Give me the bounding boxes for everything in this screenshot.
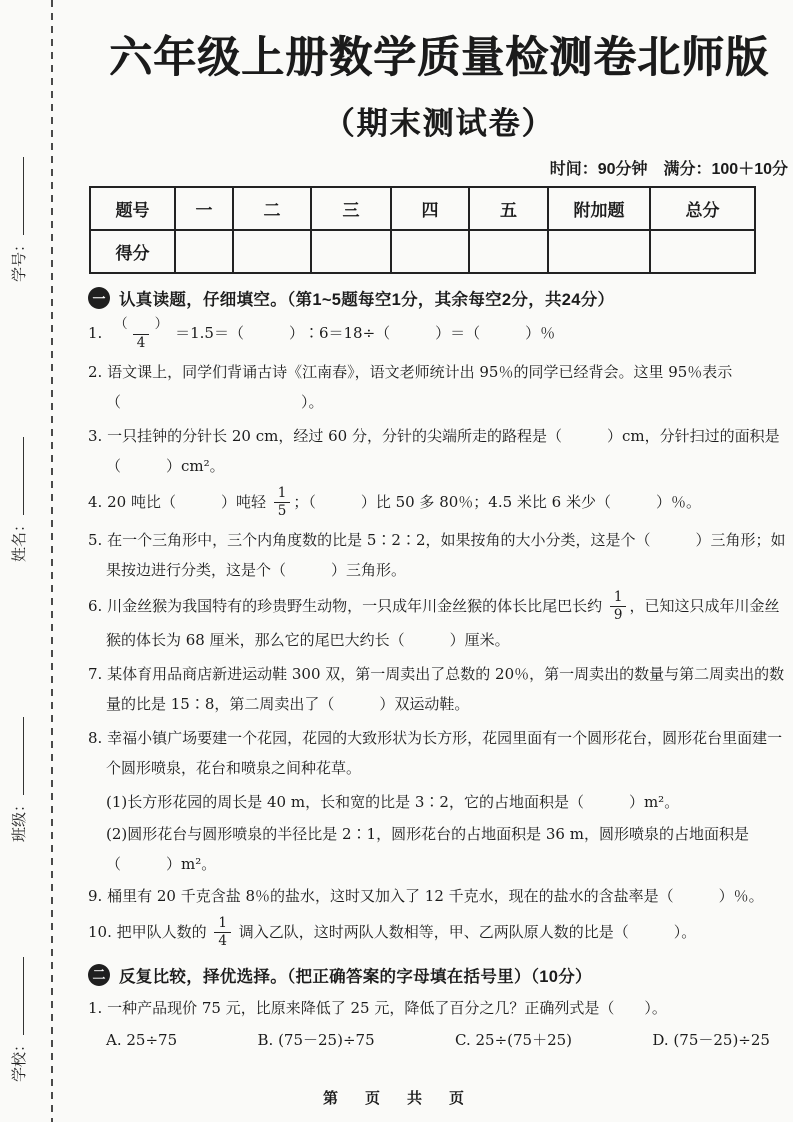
section-header bbox=[88, 286, 790, 310]
score-table-empty-cell bbox=[469, 230, 548, 273]
score-table-header-cell: 总分 bbox=[650, 187, 755, 230]
section-number-icon: 二 bbox=[88, 964, 110, 986]
fraction bbox=[110, 316, 172, 352]
question-block: 6. 川金丝猴为我国特有的珍贵野生动物，一只成年川金丝猴的体长比尾巴长约 $\frac{1}{9}$ ，已知这只成年川金丝猴的体长为 68 厘米，那么它的尾巴大约长（ ）厘米。 bbox=[88, 588, 780, 649]
question-block: 10. 把甲队人数的 $\frac{1}{4}$ 调入乙队，这时两队人数相等，甲、乙两队原人数的比是（ ）。 bbox=[88, 914, 697, 950]
exam-info: 时间：90分钟 满分：100＋10分 bbox=[549, 161, 788, 179]
score-table-header-cell: 三 bbox=[311, 187, 391, 230]
page-subtitle: （期末测试卷） bbox=[323, 106, 555, 142]
score-table-empty-cell bbox=[311, 230, 391, 273]
fraction-numerator: 1 bbox=[218, 914, 227, 931]
margin-writing-line bbox=[9, 717, 24, 795]
question-block: 5. 在一个三角形中，三个内角度数的比是 5∶2∶2，如果按角的大小分类，这是个（ ）三角形；如果按边进行分类，这是个（ ）三角形。 bbox=[88, 530, 786, 579]
score-table-empty-cell bbox=[175, 230, 233, 273]
fraction-denominator: 4 bbox=[214, 932, 231, 951]
choice-option: A. 25÷75 bbox=[106, 1030, 178, 1049]
sections bbox=[88, 286, 790, 1053]
margin-item bbox=[8, 437, 29, 562]
paper-content bbox=[88, 0, 790, 1054]
fraction-denominator: 4 bbox=[133, 334, 150, 353]
question-block: 8. 幸福小镇广场要建一个花园，花园的大致形状为长方形，花园里面有一个圆形花台，圆形花台里面建一个圆形喷泉，花台和喷泉之间种花草。 bbox=[88, 728, 783, 777]
fraction-numerator: （ ） bbox=[114, 316, 169, 333]
choice-option: B. (75－25)÷75 bbox=[257, 1030, 375, 1049]
page-footer: 第 页 共 页 bbox=[322, 1089, 470, 1107]
choice-option: C. 25÷(75＋25) bbox=[455, 1030, 573, 1049]
fraction-numerator: 1 bbox=[277, 484, 287, 501]
question-number: 7. bbox=[88, 664, 108, 683]
section-header bbox=[88, 963, 790, 987]
score-table-empty-cell bbox=[233, 230, 311, 273]
question-block: 9. 桶里有 20 千克含盐 8％的盐水，这时又加入了 12 千克水，现在的盐水的含盐率是（ ）％。 bbox=[88, 886, 764, 905]
score-table-empty-cell bbox=[548, 230, 650, 273]
fraction-denominator: 9 bbox=[610, 606, 627, 625]
question-block: 2. 语文课上，同学们背诵古诗《江南春》，语文老师统计出 95％的同学已经背会。这里 95％表示（ ）。 bbox=[88, 362, 733, 411]
fraction bbox=[214, 915, 231, 951]
choice-option: D. (75－25)÷25 bbox=[652, 1030, 770, 1049]
fraction bbox=[274, 485, 291, 521]
question-block: 1. 一种产品现价 75 元，比原来降低了 25 元，降低了百分之几？正确列式是（ ）。 bbox=[88, 998, 667, 1017]
score-table-empty-cell bbox=[391, 230, 469, 273]
margin-writing-line bbox=[9, 437, 24, 515]
score-table-row-label: 得分 bbox=[90, 230, 175, 273]
question-block: 4. 20 吨比（ ）吨轻 $\frac{1}{5}$ ；（ ）比 50 多 80％；4.5 米比 6 米少（ ）％。 bbox=[88, 484, 701, 520]
question-block: (2)圆形花台与圆形喷泉的半径比是 2∶1，圆形花台的占地面积是 36 m，圆形喷泉的占地面积是（ ）m²。 bbox=[106, 824, 749, 873]
question-number: 4. bbox=[88, 492, 108, 511]
section-number-icon: 一 bbox=[88, 287, 110, 309]
score-table-header-cell: 五 bbox=[469, 187, 548, 230]
question-number: 8. bbox=[88, 728, 108, 747]
margin-label: 姓名： bbox=[11, 516, 28, 562]
fraction-numerator: 1 bbox=[613, 588, 623, 605]
margin-label: 学号： bbox=[11, 236, 28, 282]
section-title: 认真读题，仔细填空。（第1~5题每空1分，其余每空2分，共24分） bbox=[119, 291, 615, 310]
question-block: 1. $\frac{( )}{4}$ ＝1.5＝（ ）∶6＝18÷（ ）＝（ ）％ bbox=[88, 316, 556, 351]
question-number: 1. bbox=[88, 324, 108, 343]
question-number: 9. bbox=[88, 886, 108, 905]
question-number: 6. bbox=[88, 596, 108, 615]
score-table-header-cell: 二 bbox=[233, 187, 311, 230]
question-block: 7. 某体育用品商店新进运动鞋 300 双，第一周卖出了总数的 20％，第一周卖出的数量与第二周卖出的数量的比是 15∶8，第二周卖出了（ ）双运动鞋。 bbox=[88, 664, 785, 713]
score-table-header-cell: 四 bbox=[391, 187, 469, 230]
student-info-margin bbox=[0, 0, 46, 1122]
question-number: 10. bbox=[88, 922, 117, 941]
fraction bbox=[610, 589, 627, 625]
question-number: 2. bbox=[88, 362, 108, 381]
score-table-header-cell: 一 bbox=[175, 187, 233, 230]
margin-writing-line bbox=[9, 957, 24, 1035]
question-block: (1)长方形花园的周长是 40 m，长和宽的比是 3∶2，它的占地面积是（ ）m²。 bbox=[106, 792, 680, 811]
question-number: 5. bbox=[88, 530, 108, 549]
margin-item bbox=[8, 957, 29, 1082]
margin-item bbox=[8, 717, 29, 842]
question-block: 3. 一只挂钟的分针长 20 cm，经过 60 分，分针的尖端所走的路程是（ ）cm，分针扫过的面积是（ ）cm²。 bbox=[88, 426, 780, 475]
score-table-header-cell: 附加题 bbox=[548, 187, 650, 230]
score-table-header-cell: 题号 bbox=[90, 187, 175, 230]
page-title: 六年级上册数学质量检测卷北师版 bbox=[109, 34, 769, 82]
choice-options-row bbox=[88, 1027, 790, 1054]
margin-label: 学校： bbox=[11, 1036, 28, 1082]
score-table-empty-cell bbox=[650, 230, 755, 273]
question-number: 3. bbox=[88, 426, 108, 445]
question-number: 1. bbox=[88, 998, 108, 1017]
section-title: 反复比较，择优选择。（把正确答案的字母填在括号里）（10分） bbox=[119, 967, 592, 986]
fraction-denominator: 5 bbox=[274, 502, 291, 521]
binding-dashed-line bbox=[51, 0, 53, 1122]
margin-writing-line bbox=[9, 157, 24, 235]
margin-label: 班级： bbox=[11, 796, 28, 842]
score-table bbox=[89, 186, 756, 274]
margin-item bbox=[8, 157, 29, 282]
